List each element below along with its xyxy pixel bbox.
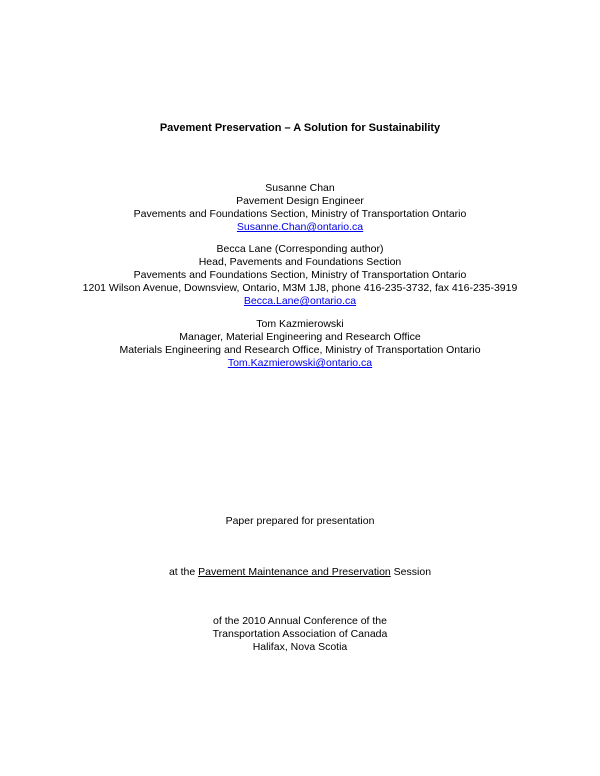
author-1-role: Pavement Design Engineer: [236, 195, 364, 207]
author-2-role: Head, Pavements and Foundations Section: [198, 256, 402, 268]
author-1-name: Susanne Chan: [265, 182, 335, 194]
author-2-affiliation: Pavements and Foundations Section, Ministry of Transportation Ontario: [133, 269, 467, 281]
author-3-email-link[interactable]: Tom.Kazmierowski@ontario.ca: [227, 357, 373, 369]
author-2-address: 1201 Wilson Avenue, Downsview, Ontario, M3M 1J8, phone 416-235-3732, fax 416-235-3919: [82, 282, 518, 294]
session-line: [0, 566, 600, 579]
session-name: Pavement Maintenance and Preservation: [198, 566, 391, 578]
session-prefix: at the: [168, 566, 199, 578]
conference-line-1: of the 2010 Annual Conference of the: [213, 615, 387, 627]
conference-line-2: Transportation Association of Canada: [212, 628, 388, 640]
prepared-for-presentation: Paper prepared for presentation: [225, 515, 375, 527]
author-2-email-link[interactable]: Becca.Lane@ontario.ca: [243, 295, 357, 307]
author-2-email-row: [0, 295, 600, 308]
author-3-role: Manager, Material Engineering and Research Office: [179, 331, 421, 343]
session-suffix: Session: [390, 566, 432, 578]
author-2-name: Becca Lane (Corresponding author): [216, 243, 384, 255]
conference-location: Halifax, Nova Scotia: [252, 641, 348, 653]
author-3-affiliation: Materials Engineering and Research Office, Ministry of Transportation Ontario: [119, 344, 481, 356]
author-1-email-link[interactable]: Susanne.Chan@ontario.ca: [236, 221, 364, 233]
author-1-email-row: [0, 221, 600, 234]
author-3-name: Tom Kazmierowski: [256, 318, 344, 330]
author-3-email-row: [0, 357, 600, 370]
author-1-affiliation: Pavements and Foundations Section, Ministry of Transportation Ontario: [133, 208, 467, 220]
paper-title: Pavement Preservation – A Solution for Sustainability: [159, 122, 441, 134]
